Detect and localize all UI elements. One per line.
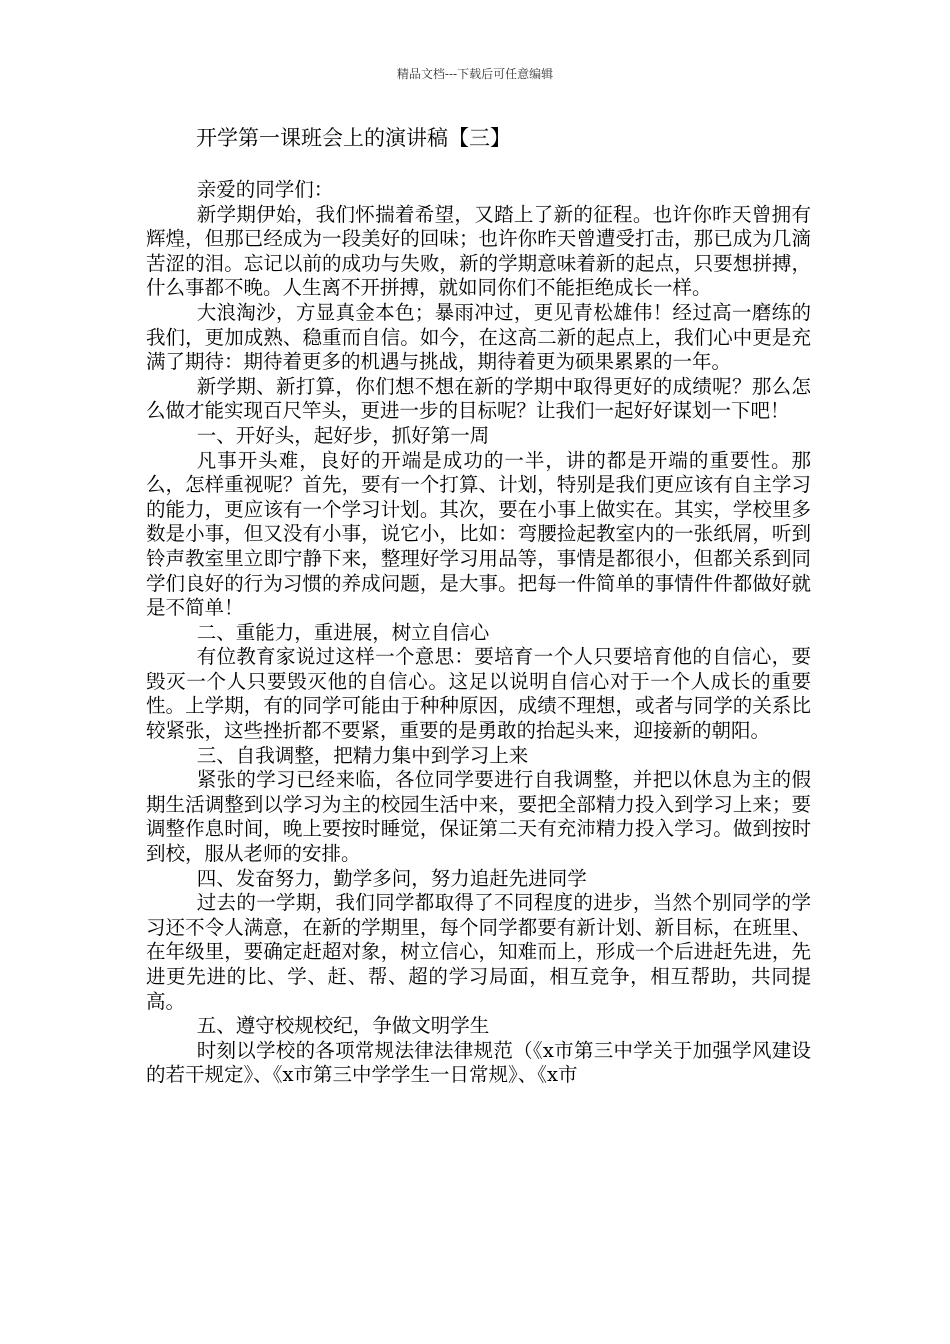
body-paragraph: 有位教育家说过这样一个意思：要培育一个人只要培育他的自信心，要毁灭一个人只要毁灭他的自信心。这足以说明自信心对于一个人成长的重要性。上学期，有的同学可能由于种种原因，成绩不理想，或者与同学的关系比较紧张，这些挫折都不要紧，重要的是勇敢的抬起头来，迎接新的朝阳。 bbox=[146, 645, 811, 743]
body-paragraph: 大浪淘沙，方显真金本色；暴雨冲过，更见青松雄伟！经过高一磨练的我们，更加成熟、稳重而自信。如今，在这高二新的起点上，我们心中更是充满了期待：期待着更多的机遇与挑战，期待着更为硕果累累的一年。 bbox=[146, 300, 811, 374]
document-body bbox=[146, 178, 811, 1088]
body-paragraph: 时刻以学校的各项常规法律法律规范（《x市第三中学关于加强学风建设的若干规定》、《x市第三中学学生一日常规》、《x市 bbox=[146, 1038, 811, 1087]
body-paragraph: 新学期伊始，我们怀揣着希望，又踏上了新的征程。也许你昨天曾拥有辉煌，但那已经成为一段美好的回味；也许你昨天曾遭受打击，那已成为几滴苦涩的泪。忘记以前的成功与失败，新的学期意味着新的起点，只要想拼搏，什么事都不晚。人生离不开拼搏，就如同你们不能拒绝成长一样。 bbox=[146, 202, 811, 300]
greeting-paragraph: 亲爱的同学们： bbox=[196, 178, 334, 201]
body-paragraph: 过去的一学期，我们同学都取得了不同程度的进步，当然个别同学的学习还不令人满意，在新的学期里，每个同学都要有新计划、新目标，在班里、在年级里，要确定赶超对象，树立信心，知难而上，形成一个后进赶先进，先进更先进的比、学、赶、帮、超的学习局面，相互竞争，相互帮助，共同提高。 bbox=[146, 891, 811, 1013]
body-paragraph: 凡事开头难，良好的开端是成功的一半，讲的都是开端的重要性。那么，怎样重视呢？首先，要有一个打算、计划，特别是我们更应该有自主学习的能力，更应该有一个学习计划。其次，要在小事上做实在。其实，学校里多数是小事，但又没有小事，说它小，比如：弯腰捡起教室内的一张纸屑，听到铃声教室里立即宁静下来，整理好学习用品等，事情是都很小，但都关系到同学们良好的行为习惯的养成问题，是大事。把每一件简单的事情件件都做好就是不简单！ bbox=[146, 448, 811, 620]
section-heading: 二、重能力，重进展，树立自信心 bbox=[196, 620, 490, 644]
body-paragraph: 紧张的学习已经来临，各位同学要进行自我调整，并把以休息为主的假期生活调整到以学习为主的校园生活中来，要把全部精力投入到学习上来；要调整作息时间，晚上要按时睡觉，保证第二天有充沛精力投入学习。做到按时到校，服从老师的安排。 bbox=[146, 768, 811, 866]
section-heading: 五、遵守校规校纪，争做文明学生 bbox=[196, 1014, 490, 1038]
section-heading: 四、发奋努力，勤学多问，努力追赶先进同学 bbox=[196, 866, 587, 890]
body-paragraph: 新学期、新打算，你们想不想在新的学期中取得更好的成绩呢？那么怎么做才能实现百尺竿头，更进一步的目标呢？让我们一起好好谋划一下吧！ bbox=[146, 374, 811, 423]
document-title: 开学第一课班会上的演讲稿【三】 bbox=[196, 126, 511, 150]
section-heading: 三、自我调整，把精力集中到学习上来 bbox=[196, 743, 529, 767]
section-heading: 一、开好头，起好步，抓好第一周 bbox=[196, 423, 490, 447]
header-note: 精品文档---下载后可任意编辑 bbox=[396, 67, 554, 81]
